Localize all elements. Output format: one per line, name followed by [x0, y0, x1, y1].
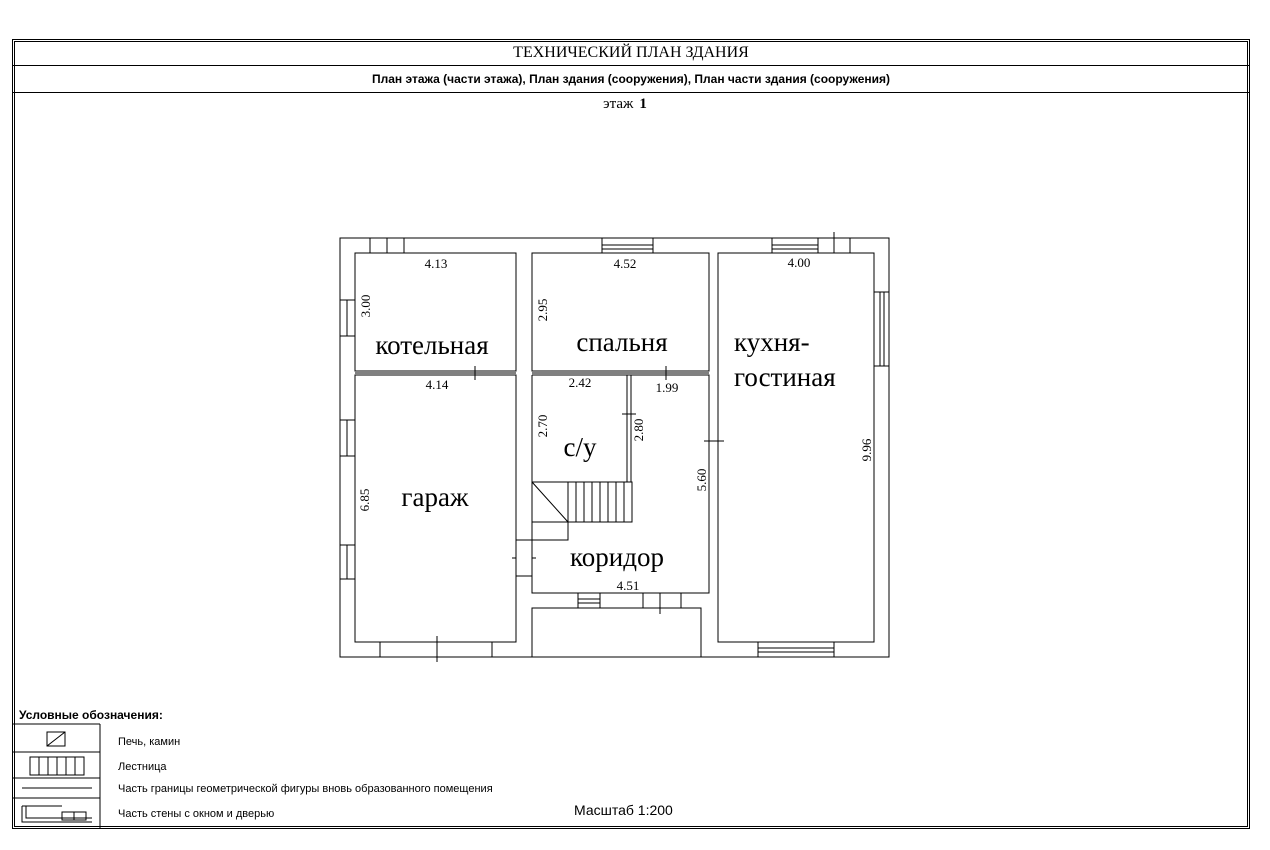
stove-legend-icon — [47, 732, 65, 746]
legend-title: Условные обозначения: — [19, 708, 163, 722]
dim-bedroom-height: 2.95 — [535, 298, 550, 322]
legend-item-stairs: Лестница — [118, 761, 167, 773]
dim-kitchen-height: 9.96 — [859, 438, 874, 462]
porch-outline — [532, 608, 701, 657]
dim-boiler-width: 4.13 — [424, 256, 448, 271]
stairs — [532, 482, 632, 540]
dim-hall-height: 2.80 — [631, 418, 646, 442]
dim-bathroom-width: 2.42 — [568, 375, 592, 390]
room-label-kitchen-line1: кухня- — [734, 327, 810, 357]
dim-kitchen-width: 4.00 — [787, 255, 811, 270]
room-label-corridor: коридор — [570, 542, 664, 572]
dim-corridor-height: 5.60 — [694, 468, 709, 492]
scale-label: Масштаб 1:200 — [574, 802, 673, 818]
floor-label-text: этаж — [603, 96, 634, 112]
room-label-bedroom: спальня — [576, 327, 668, 357]
room-label-bathroom: с/у — [563, 432, 597, 462]
room-label-boiler: котельная — [375, 330, 489, 360]
legend-table — [12, 724, 100, 828]
dim-garage-width: 4.14 — [425, 377, 449, 392]
wall-window-legend-icon — [22, 806, 92, 822]
floor-number: 1 — [639, 96, 647, 112]
stairs-legend-icon — [30, 757, 84, 775]
dim-corridor-width: 4.51 — [616, 578, 640, 593]
legend-item-wall: Часть стены с окном и дверью — [118, 808, 275, 820]
dim-garage-height: 6.85 — [357, 488, 372, 512]
legend-item-stove: Печь, камин — [118, 736, 181, 748]
room-label-kitchen-line2: гостиная — [734, 362, 836, 392]
legend-item-boundary: Часть границы геометрической фигуры вновь образованного помещения — [118, 783, 493, 795]
dim-boiler-height: 3.00 — [358, 294, 373, 318]
plan-title: ТЕХНИЧЕСКИЙ ПЛАН ЗДАНИЯ — [12, 40, 1250, 66]
plan-subtitle: План этажа (части этажа), План здания (сооружения), План части здания (сооружения) — [12, 66, 1250, 93]
window-marks — [340, 232, 889, 662]
dim-hall-width: 1.99 — [655, 380, 679, 395]
dim-bathroom-height: 2.70 — [535, 414, 550, 438]
room-label-garage: гараж — [401, 482, 469, 512]
dim-bedroom-width: 4.52 — [613, 256, 637, 271]
kitchen-outline — [718, 253, 874, 642]
outer-wall — [340, 238, 889, 657]
